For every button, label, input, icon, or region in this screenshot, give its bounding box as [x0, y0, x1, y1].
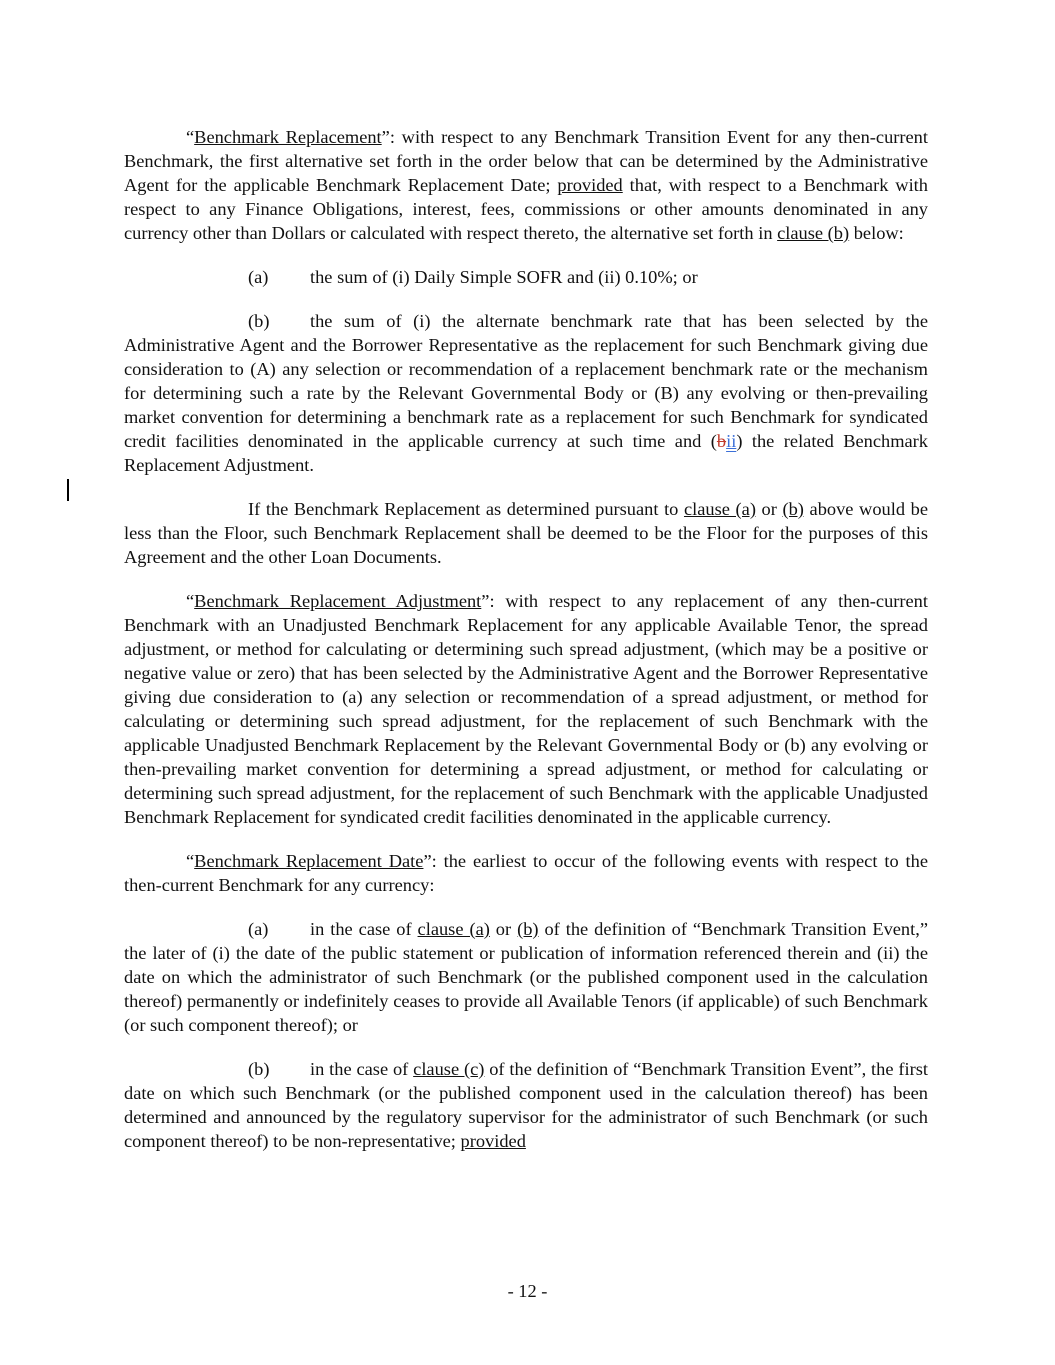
document-page — [124, 125, 928, 1173]
date-clause-a-paragraph: (a) in the case of clause (a) or (b) of the definition of “Benchmark Transition Event,” the later of (i) the date of the public statement or publication of information referenced therein and (ii) the date on which the administrator of such Benchmark (or the published component used in the calculation thereof) permanently or indefinitely ceases to provide all Available Tenors (if applicable) of such Benchmark (or such component thereof); or — [124, 919, 928, 1035]
clause-a-paragraph: (a) the sum of (i) Daily Simple SOFR and (ii) 0.10%; or — [248, 267, 698, 287]
defined-term: Benchmark Replacement — [194, 127, 382, 147]
clause-label: (b) — [248, 311, 270, 331]
clause-reference: clause (a) — [683, 499, 756, 519]
inserted-text: ii — [726, 431, 737, 451]
defined-term: Benchmark Replacement Adjustment — [194, 591, 482, 611]
page-number: - 12 - — [507, 1281, 548, 1301]
definition-benchmark-replacement-date: “Benchmark Replacement Date”: the earliest to occur of the following events with respect to the then-current Benchmark for any currency: — [124, 851, 928, 895]
clause-reference: clause (b) — [777, 223, 850, 243]
clause-b-paragraph: (b) the sum of (i) the alternate benchmark rate that has been selected by the Administrative Agent and the Borrower Representative as the replacement for such Benchmark giving due consideration to (A) any selection or recommendation of a replacement benchmark rate or the mechanism for determining such a rate by the Relevant Governmental Body or (B) any evolving or then-prevailing market convention for determining a benchmark rate as a replacement for such Benchmark for syndicated credit facilities denominated in the applicable currency at such time and (bii) the related Benchmark Replacement Adjustment. — [124, 311, 928, 475]
definition-benchmark-replacement: “Benchmark Replacement”: with respect to any Benchmark Transition Event for any then-current Benchmark, the first alternative set forth in the order below that can be determined by the Administrative Agent for the applicable Benchmark Replacement Date; provided that, with respect to a Benchmark with respect to any Finance Obligations, interest, fees, commissions or other amounts denominated in any currency other than Dollars or calculated with respect thereto, the alternative set forth in clause (b) below: — [124, 127, 928, 243]
provided-term: provided — [557, 175, 623, 195]
clause-label: (b) — [248, 1059, 270, 1079]
deleted-text: b — [716, 431, 727, 451]
defined-term: Benchmark Replacement Date — [194, 851, 424, 871]
provided-term: provided — [460, 1131, 526, 1151]
floor-paragraph: If the Benchmark Replacement as determined pursuant to clause (a) or (b) above would be less than the Floor, such Benchmark Replacement shall be deemed to be the Floor for the purposes of this Agreement and the other Loan Documents. — [124, 499, 928, 567]
date-clause-b-paragraph: (b) in the case of clause (c) of the definition of “Benchmark Transition Event”, the first date on which such Benchmark (or the published component used in the calculation thereof) has been determined and announced by the regulatory supervisor for the administrator of such Benchmark (or such component thereof) to be non-representative; provided — [124, 1059, 928, 1151]
definition-benchmark-replacement-adjustment: “Benchmark Replacement Adjustment”: with respect to any replacement of any then-current Benchmark with an Unadjusted Benchmark Replacement for any applicable Available Tenor, the spread adjustment, or method for calculating or determining such spread adjustment, (which may be a positive or negative value or zero) that has been selected by the Administrative Agent and the Borrower Representative giving due consideration to (a) any selection or recommendation of a spread adjustment, or method for calculating or determining such spread adjustment, for the replacement of such Benchmark with the applicable Unadjusted Benchmark Replacement by the Relevant Governmental Body or (b) any evolving or then-prevailing market convention for determining a spread adjustment, or method for calculating or determining such spread adjustment, for the replacement of such Benchmark with the applicable Unadjusted Benchmark Replacement for syndicated credit facilities denominated in the applicable currency. — [124, 591, 928, 827]
clause-reference: clause (a) — [417, 919, 490, 939]
clause-label: (a) — [248, 267, 269, 287]
change-bar — [67, 479, 69, 501]
clause-reference: (b) — [782, 499, 804, 519]
clause-reference: clause (c) — [413, 1059, 485, 1079]
clause-label: (a) — [248, 919, 269, 939]
clause-reference: (b) — [517, 919, 539, 939]
